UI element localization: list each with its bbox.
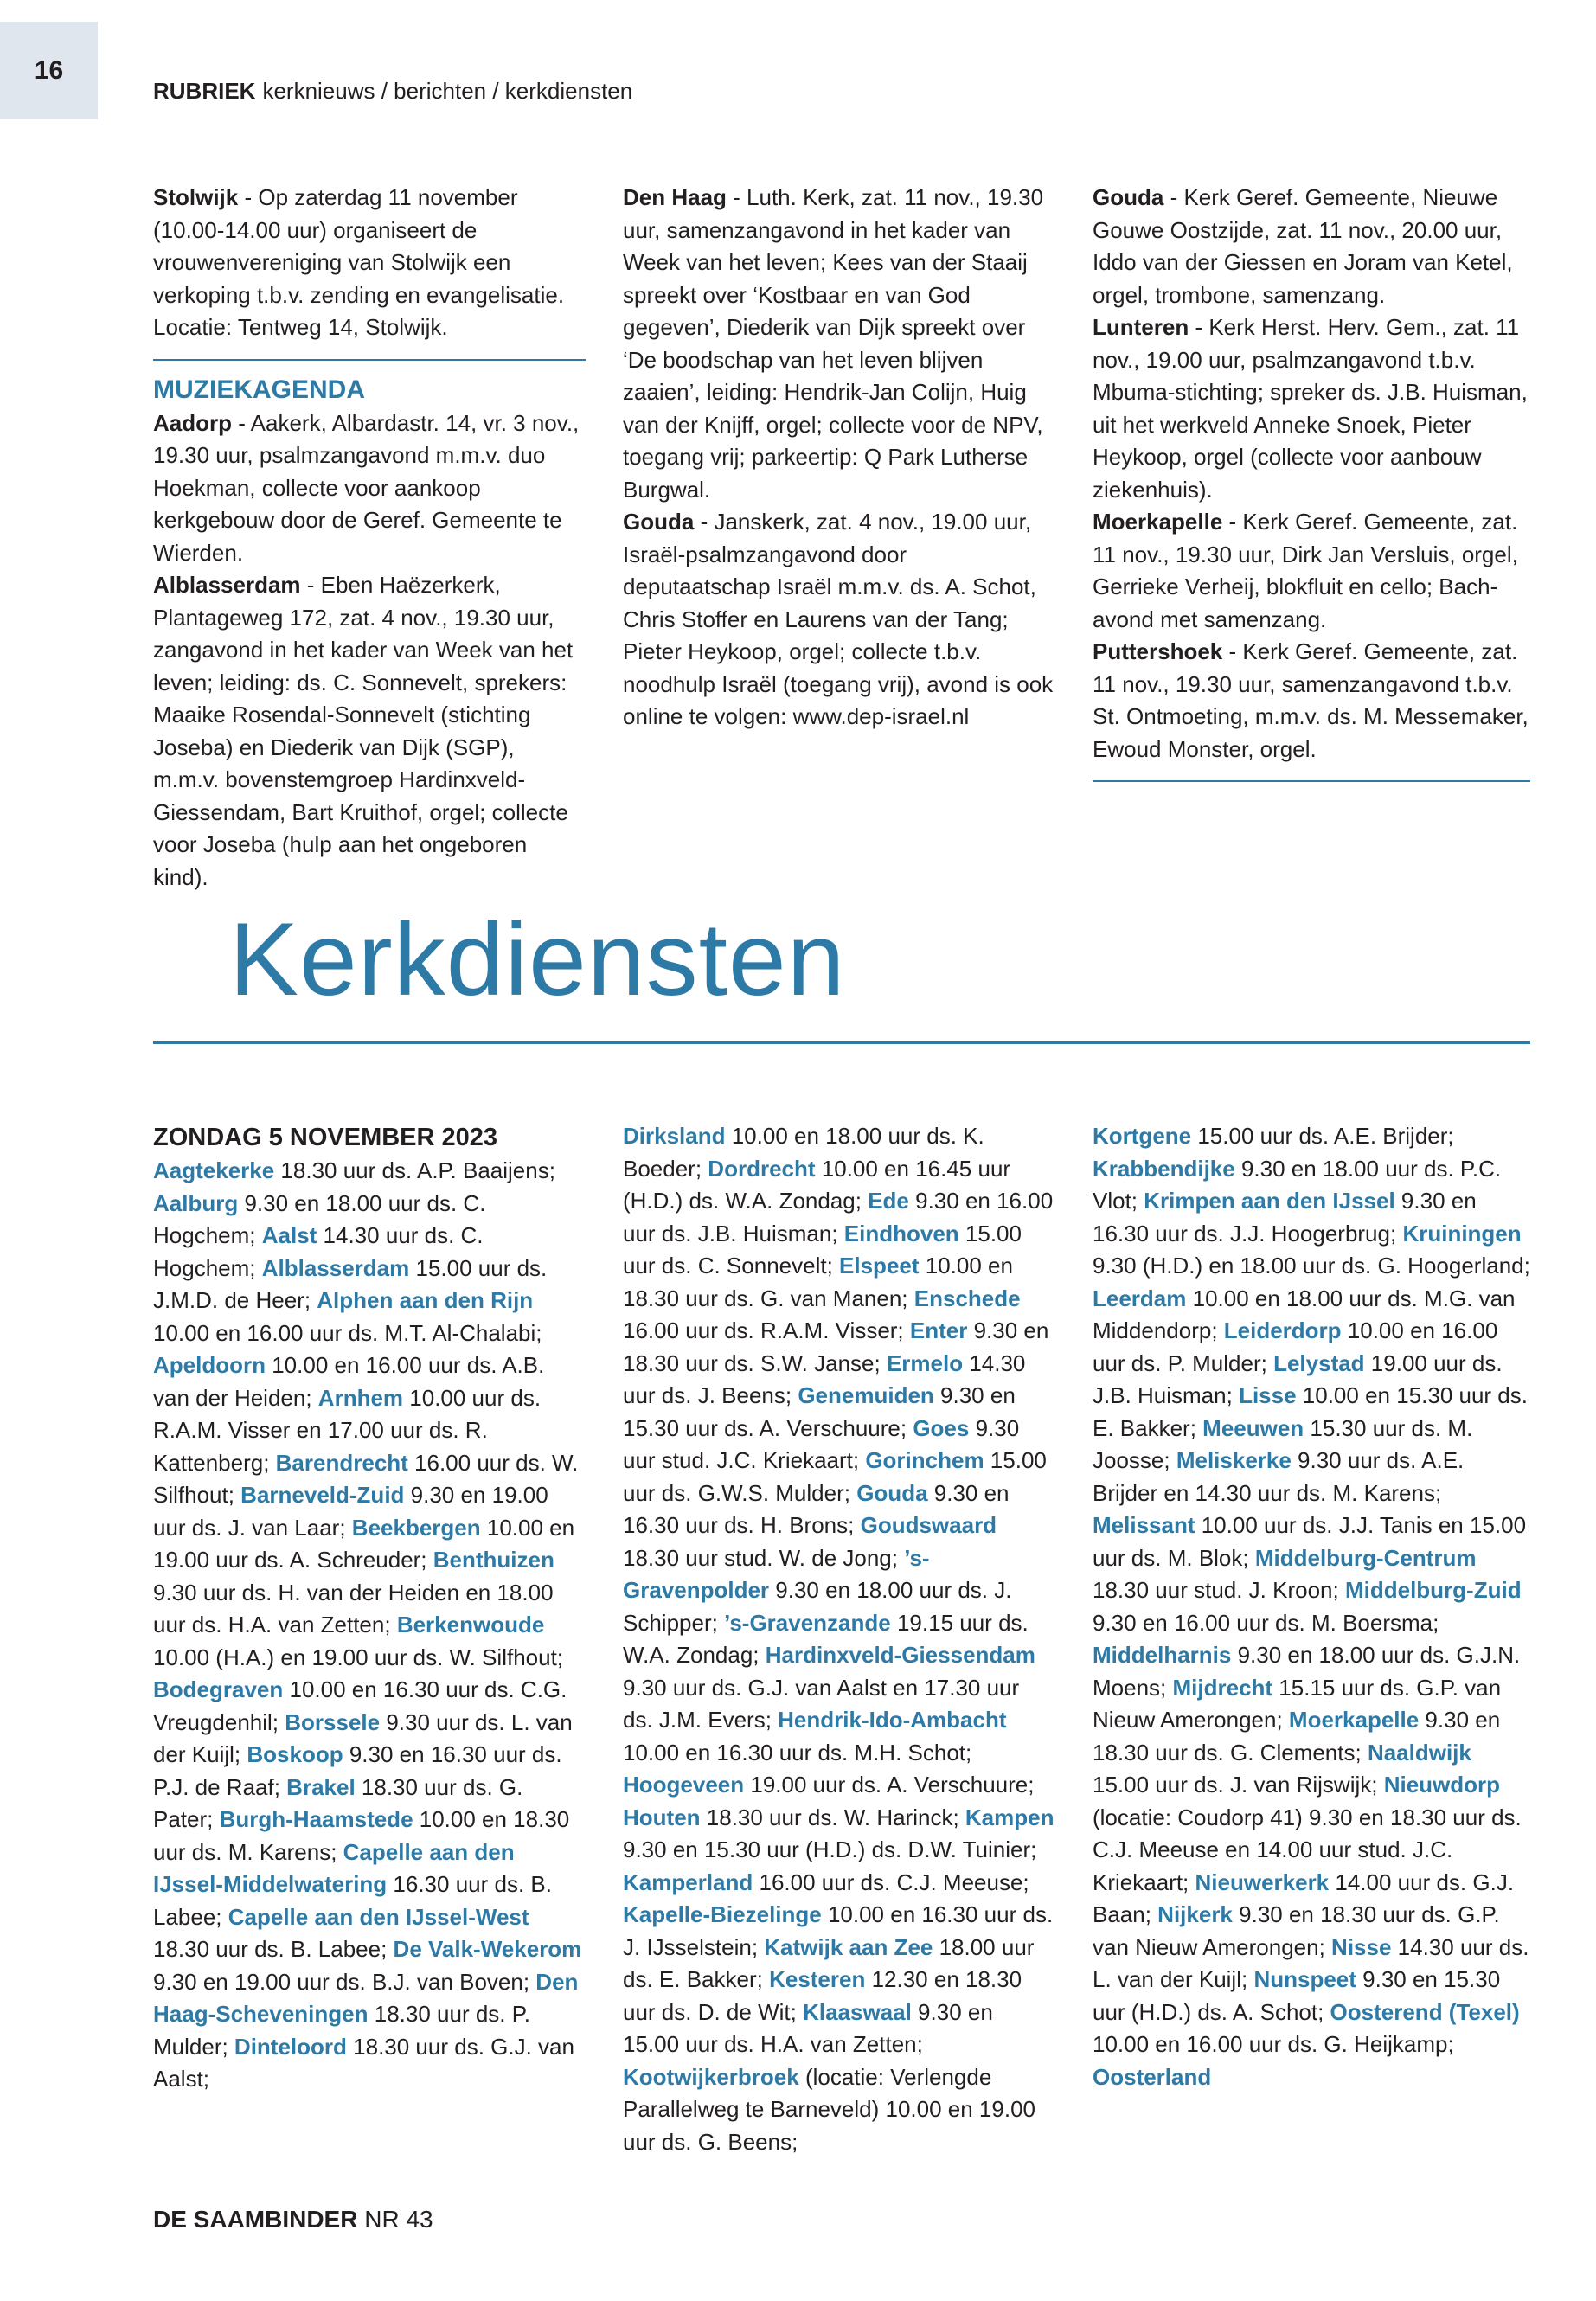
news-column-3 <box>1093 182 1530 782</box>
service-place: Kamperland <box>623 1868 753 1895</box>
service-place: Boskoop <box>247 1741 343 1767</box>
section-header <box>153 78 632 105</box>
service-place: Genemuiden <box>798 1382 934 1408</box>
service-place: Capelle aan den IJssel-Middelwatering <box>153 1838 515 1897</box>
agenda-text: - Luth. Kerk, zat. 11 nov., 19.30 uur, samenzangavond in het kader van Week van het leven; Kees van der Staaij spreekt over ‘Kostbaar en van God gegeven’, Diederik van Dijk spreekt over ‘De boodschap van het leven blijven zaaien’, leiding: Hendrik-Jan Colijn, Huig van der Knijff, orgel; collecte voor de NPV, toegang vrij; parkeertip: Q Park Lutherse Burgwal. <box>623 184 1044 503</box>
service-details: 14.00 uur ds. G.J. Baan; <box>1093 1868 1515 1927</box>
service-place: Aalst <box>261 1222 317 1248</box>
service-place: Dirksland <box>623 1123 726 1149</box>
service-details: 19.00 uur ds. J.B. Huisman; <box>1093 1349 1503 1408</box>
service-details: 10.00 en 16.30 uur ds. C.G. Vreugdenhil; <box>153 1676 567 1735</box>
service-details: 9.30 en 15.00 uur ds. H.A. van Zetten; <box>623 1998 993 2057</box>
service-place: Brakel <box>286 1773 356 1800</box>
service-place: Lelystad <box>1273 1349 1365 1376</box>
service-place: Moerkapelle <box>1288 1707 1420 1733</box>
service-place: Meeuwen <box>1202 1414 1304 1441</box>
agenda-place: Den Haag <box>623 184 727 210</box>
service-details: 9.30 en 19.00 uur ds. J. van Laar; <box>153 1482 548 1541</box>
agenda-place: Aadorp <box>153 409 232 436</box>
service-place: Naaldwijk <box>1367 1739 1471 1766</box>
publication-name: DE SAAMBINDER <box>153 2206 358 2233</box>
service-details: 19.00 uur ds. A. Verschuure; <box>744 1772 1035 1798</box>
service-place: Mijdrecht <box>1172 1674 1273 1701</box>
service-place: Burgh-Haamstede <box>219 1806 413 1832</box>
service-details: 15.00 uur ds. G.W.S. Mulder; <box>623 1447 1047 1506</box>
service-place: Barendrecht <box>275 1449 408 1476</box>
service-place: Beekbergen <box>351 1514 481 1541</box>
service-place: Oosterland <box>1093 2063 1212 2090</box>
service-place: Barneveld-Zuid <box>240 1482 405 1508</box>
service-details: 9.30 uur ds. G.J. van Aalst en 17.30 uur ds. J.M. Evers; <box>623 1674 1020 1733</box>
service-place: Hendrik-Ido-Ambacht <box>778 1707 1007 1733</box>
service-details: 14.30 uur ds. C. Hogchem; <box>153 1222 484 1281</box>
service-details: 9.30 en 18.30 uur ds. G. Clements; <box>1093 1707 1501 1766</box>
service-place: Gorinchem <box>865 1447 984 1473</box>
service-details: 9.30 uur ds. A.E. Brijder en 14.30 uur ds. M. Karens; <box>1093 1447 1465 1506</box>
title-rule <box>153 1041 1530 1044</box>
service-details: 15.00 uur ds. J.M.D. de Heer; <box>153 1254 548 1313</box>
service-place: Hoogeveen <box>623 1772 745 1798</box>
service-details: 18.30 uur stud. W. de Jong; <box>623 1544 905 1571</box>
service-details: 10.00 en 16.45 uur (H.D.) ds. W.A. Zondag; <box>623 1155 1011 1214</box>
service-details: 9.30 en 15.30 uur (H.D.) ds. D.W. Tuinier; <box>623 1836 1037 1862</box>
service-place: Den Haag-Scheveningen <box>153 1968 579 2027</box>
service-place: De Valk-Wekerom <box>393 1936 582 1962</box>
agenda-text: - Kerk Geref. Gemeente, zat. 11 nov., 19.30 uur, Dirk Jan Versluis, orgel, Gerrieke Verheij, blokfluit en cello; Bach-avond met samenzang. <box>1093 509 1518 632</box>
footer <box>153 2206 433 2234</box>
service-place: Ede <box>868 1188 909 1214</box>
service-details: 10.00 (H.A.) en 19.00 uur ds. W. Silfhout; <box>153 1644 564 1670</box>
service-place: Hardinxveld-Giessendam <box>765 1642 1035 1668</box>
kerkdiensten-title: Kerkdiensten <box>229 901 846 1017</box>
service-place: Goes <box>913 1414 970 1441</box>
service-place: Kampen <box>965 1804 1054 1830</box>
service-details: 18.30 uur ds. W. Harinck; <box>700 1804 965 1830</box>
service-list <box>623 1120 1055 2158</box>
service-details: 12.30 en 18.30 uur ds. D. de Wit; <box>623 1966 1022 2025</box>
services-column-1 <box>153 1120 586 2167</box>
agenda-item <box>1093 506 1530 636</box>
service-place: Lisse <box>1239 1382 1297 1408</box>
service-details: 9.30 en 18.30 uur ds. G.P. van Nieuw Amerongen; <box>1093 1901 1500 1960</box>
service-place: Katwijk aan Zee <box>764 1933 933 1960</box>
service-place: Oosterend (Texel) <box>1330 1998 1520 2025</box>
service-details: 16.00 uur ds. C.J. Meeuse; <box>753 1868 1029 1895</box>
service-place: Goudswaard <box>860 1512 997 1538</box>
service-details: 14.30 uur ds. L. van der Kuijl; <box>1093 1933 1529 1992</box>
service-place: Kesteren <box>769 1966 866 1992</box>
agenda-place: Gouda <box>623 509 695 535</box>
service-details: 16.30 uur ds. B. Labee; <box>153 1871 552 1930</box>
service-details: 9.30 (H.D.) en 18.00 uur ds. G. Hoogerland; <box>1093 1253 1530 1279</box>
service-details: 10.00 uur ds. R.A.M. Visser en 17.00 uur ds. R. Kattenberg; <box>153 1384 542 1476</box>
service-details: 9.30 en 18.30 uur ds. S.W. Janse; <box>623 1317 1049 1376</box>
service-place: Borssele <box>285 1708 381 1735</box>
section-label: RUBRIEK <box>153 78 256 104</box>
service-place: Benthuizen <box>433 1547 554 1573</box>
service-list <box>1093 1120 1530 2093</box>
service-place: Klaaswaal <box>803 1998 912 2025</box>
service-details: 9.30 en 16.00 uur ds. J.B. Huisman; <box>623 1188 1054 1247</box>
service-details: 10.00 en 18.30 uur ds. M. Karens; <box>153 1806 570 1865</box>
service-details: 10.00 uur ds. J.J. Tanis en 15.00 uur ds. M. Blok; <box>1093 1512 1527 1571</box>
service-details: 9.30 en 15.30 uur (H.D.) ds. A. Schot; <box>1093 1966 1501 2025</box>
service-place: Middelharnis <box>1093 1642 1232 1668</box>
service-date-heading: ZONDAG 5 NOVEMBER 2023 <box>153 1124 498 1151</box>
service-place: Enter <box>909 1317 968 1343</box>
service-place: Krimpen aan den IJssel <box>1144 1188 1395 1214</box>
service-place: Aagtekerke <box>153 1157 275 1183</box>
service-place: Nisse <box>1331 1933 1392 1960</box>
service-place: Elspeet <box>839 1253 920 1279</box>
service-place: ’s-Gravenzande <box>724 1609 891 1636</box>
service-place: Bodegraven <box>153 1676 284 1702</box>
service-place: Krabbendijke <box>1093 1155 1235 1182</box>
service-details: 9.30 en 18.00 uur ds. G.J.N. Moens; <box>1093 1642 1521 1701</box>
service-place: Meliskerke <box>1176 1447 1292 1473</box>
service-place: Nunspeet <box>1253 1966 1356 1992</box>
service-details: 9.30 en 18.00 uur ds. J. Schipper; <box>623 1577 1012 1636</box>
issue-number: NR 43 <box>364 2206 433 2233</box>
service-place: Nijkerk <box>1157 1901 1233 1927</box>
service-details: 18.30 uur ds. G. Pater; <box>153 1773 523 1832</box>
service-details: 14.30 uur ds. J. Beens; <box>623 1349 1026 1408</box>
agenda-item <box>1093 636 1530 766</box>
service-details: 18.30 uur ds. B. Labee; <box>153 1936 394 1962</box>
agenda-item <box>623 182 1055 506</box>
service-details: 18.30 uur ds. P. Mulder; <box>153 2001 530 2060</box>
service-details: 18.00 uur ds. E. Bakker; <box>623 1933 1035 1992</box>
service-details: 15.00 uur ds. C. Sonnevelt; <box>623 1220 1022 1279</box>
service-details: 9.30 en 18.00 uur ds. C. Hogchem; <box>153 1189 486 1248</box>
breadcrumb: kerknieuws / berichten / kerkdiensten <box>262 78 633 104</box>
service-place: Apeldoorn <box>153 1352 266 1378</box>
page-number: 16 <box>0 22 98 119</box>
agenda-item <box>1093 182 1530 311</box>
service-details: 19.15 uur ds. W.A. Zondag; <box>623 1609 1029 1668</box>
service-place: Nieuwdorp <box>1383 1772 1501 1798</box>
service-list <box>153 1155 586 2096</box>
agenda-text: - Kerk Herst. Herv. Gem., zat. 11 nov., 19.00 uur, psalmzangavond t.b.v. Mbuma-stichting; spreker ds. J.B. Huisman, uit het werkveld Anneke Snoek, Pieter Heykoop, orgel (collecte voor aanbouw ziekenhuis). <box>1093 314 1528 503</box>
service-details: 18.30 uur stud. J. Kroon; <box>1093 1577 1345 1603</box>
agenda-text: - Eben Haëzerkerk, Plantageweg 172, zat. 4 nov., 19.30 uur, zangavond in het kader van Week van het leven; leiding: ds. C. Sonnevelt, sprekers: Maaike Rosendal-Sonnevelt (stichting Joseba) en Diederik van Dijk (SGP), m.m.v. bovenstemgroep Hardinxveld-Giessendam, Bart Kruithof, orgel; collecte voor Joseba (hulp aan het ongeboren kind). <box>153 572 574 890</box>
service-place: Kruiningen <box>1402 1220 1522 1247</box>
service-details: 10.00 en 16.00 uur ds. A.B. van der Heiden; <box>153 1352 545 1411</box>
service-details: 10.00 en 16.30 uur ds. J. IJsselstein; <box>623 1901 1054 1960</box>
service-place: Nieuwerkerk <box>1195 1868 1330 1895</box>
service-place: Kortgene <box>1093 1123 1192 1149</box>
service-place: Melissant <box>1093 1512 1195 1538</box>
news-text: - Op zaterdag 11 november (10.00-14.00 uur) organiseert de vrouwenvereniging van Stolwijk een verkoping t.b.v. zending en evangelisatie. Locatie: Tentweg 14, Stolwijk. <box>153 184 565 340</box>
service-place: Arnhem <box>317 1384 404 1411</box>
service-details: 9.30 uur ds. L. van der Kuijl; <box>153 1708 573 1767</box>
agenda-text: - Janskerk, zat. 4 nov., 19.00 uur, Israël-psalmzangavond door deputaatschap Israël m.m.v. ds. A. Schot, Chris Stoffer en Laurens van der Tang; Pieter Heykoop, orgel; collecte t.b.v. noodhulp Israël (toegang vrij), avond is ook online te volgen: www.dep-israel.nl <box>623 509 1054 729</box>
service-place: Alphen aan den Rijn <box>317 1287 534 1313</box>
news-item-stolwijk <box>153 182 586 344</box>
service-details: 10.00 en 18.00 uur ds. K. Boeder; <box>623 1123 984 1182</box>
service-details: 9.30 en 18.00 uur ds. P.C. Vlot; <box>1093 1155 1502 1214</box>
muziekagenda-title: MUZIEKAGENDA <box>153 375 365 404</box>
service-details: 9.30 en 16.30 uur ds. H. Brons; <box>623 1479 1010 1538</box>
service-details: 9.30 uur stud. J.C. Kriekaart; <box>623 1414 1020 1473</box>
news-column-2 <box>623 182 1055 734</box>
service-details: 15.00 uur ds. A.E. Brijder; <box>1191 1123 1454 1149</box>
service-details: 15.00 uur ds. J. van Rijswijk; <box>1093 1772 1384 1798</box>
service-details: 10.00 en 16.00 uur ds. P. Mulder; <box>1093 1317 1498 1376</box>
services-column-3 <box>1093 1120 1530 2167</box>
service-details: 9.30 uur ds. H. van der Heiden en 18.00 uur ds. H.A. van Zetten; <box>153 1579 554 1638</box>
service-place: Berkenwoude <box>396 1612 545 1638</box>
service-place: Houten <box>623 1804 701 1830</box>
service-details: 15.30 uur ds. M. Joosse; <box>1093 1414 1473 1473</box>
agenda-place: Gouda <box>1093 184 1164 210</box>
service-place: Capelle aan den IJssel-West <box>228 1903 529 1930</box>
service-place: Dordrecht <box>708 1155 816 1182</box>
service-place: Leiderdorp <box>1223 1317 1342 1343</box>
service-details: (locatie: Coudorp 41) 9.30 en 18.30 uur ds. C.J. Meeuse en 14.00 uur stud. J.C. Kriekaart; <box>1093 1804 1522 1895</box>
service-place: Kapelle-Biezelinge <box>623 1901 822 1927</box>
divider <box>1093 780 1530 782</box>
service-details: 18.30 uur ds. A.P. Baaijens; <box>274 1157 555 1183</box>
service-details: 10.00 en 16.00 uur ds. M.T. Al-Chalabi; <box>153 1319 542 1346</box>
service-details: 9.30 en 15.30 uur ds. A. Verschuure; <box>623 1382 1016 1441</box>
service-place: Middelburg-Zuid <box>1344 1577 1522 1603</box>
service-details: (locatie: Verlengde Parallelweg te Barneveld) 10.00 en 19.00 uur ds. G. Beens; <box>623 2063 1035 2155</box>
agenda-text: - Kerk Geref. Gemeente, zat. 11 nov., 19.30 uur, samenzangavond t.b.v. St. Ontmoeting, m.m.v. ds. M. Messemaker, Ewoud Monster, orgel. <box>1093 638 1529 762</box>
agenda-place: Puttershoek <box>1093 638 1223 664</box>
service-details: 10.00 en 16.30 uur ds. M.H. Schot; <box>623 1739 972 1766</box>
service-details: 10.00 en 19.00 uur ds. A. Schreuder; <box>153 1514 575 1573</box>
service-details: 9.30 en 16.30 uur ds. J.J. Hoogerbrug; <box>1093 1188 1477 1247</box>
service-place: Alblasserdam <box>261 1254 410 1281</box>
divider <box>153 359 586 361</box>
service-details: 15.15 uur ds. G.P. van Nieuw Amerongen; <box>1093 1674 1502 1733</box>
service-details: 9.30 en 19.00 uur ds. B.J. van Boven; <box>153 1968 536 1995</box>
agenda-place: Alblasserdam <box>153 572 301 598</box>
service-place: Eindhoven <box>843 1220 959 1247</box>
service-details: 9.30 en 16.00 uur ds. M. Boersma; <box>1093 1609 1439 1636</box>
service-place: Gouda <box>856 1479 928 1506</box>
agenda-item <box>623 506 1055 734</box>
agenda-text: - Aakerk, Albardastr. 14, vr. 3 nov., 19.30 uur, psalmzangavond m.m.v. duo Hoekman, collecte voor aankoop kerkgebouw door de Geref. Gemeente te Wierden. <box>153 409 580 566</box>
service-place: Leerdam <box>1093 1285 1187 1311</box>
service-place: Aalburg <box>153 1189 239 1216</box>
service-details: 10.00 en 18.30 uur ds. G. van Manen; <box>623 1253 1013 1311</box>
agenda-place: Moerkapelle <box>1093 509 1223 535</box>
service-details: 16.00 uur ds. W. Silfhout; <box>153 1449 579 1508</box>
service-place: ’s-Gravenpolder <box>623 1544 930 1603</box>
service-details: 10.00 en 15.30 uur ds. E. Bakker; <box>1093 1382 1528 1441</box>
service-details: 10.00 en 18.00 uur ds. M.G. van Middendorp; <box>1093 1285 1516 1343</box>
agenda-place: Lunteren <box>1093 314 1189 340</box>
service-details: 16.00 uur ds. R.A.M. Visser; <box>623 1317 910 1343</box>
service-place: Dinteloord <box>234 2033 347 2060</box>
agenda-item <box>1093 311 1530 506</box>
service-details: 10.00 en 16.00 uur ds. G. Heijkamp; <box>1093 2031 1454 2057</box>
service-place: Middelburg-Centrum <box>1254 1544 1477 1571</box>
services-column-2 <box>623 1120 1055 2167</box>
service-place: Enschede <box>913 1285 1021 1311</box>
service-details: 18.30 uur ds. G.J. van Aalst; <box>153 2033 574 2092</box>
service-place: Ermelo <box>886 1349 964 1376</box>
agenda-item <box>153 407 586 570</box>
service-details: 9.30 en 16.30 uur ds. P.J. de Raaf; <box>153 1741 562 1800</box>
news-place: Stolwijk <box>153 184 239 210</box>
service-place: Kootwijkerbroek <box>623 2063 799 2090</box>
agenda-text: - Kerk Geref. Gemeente, Nieuwe Gouwe Oostzijde, zat. 11 nov., 20.00 uur, Iddo van der Giessen en Joram van Ketel, orgel, trombone, samenzang. <box>1093 184 1513 308</box>
